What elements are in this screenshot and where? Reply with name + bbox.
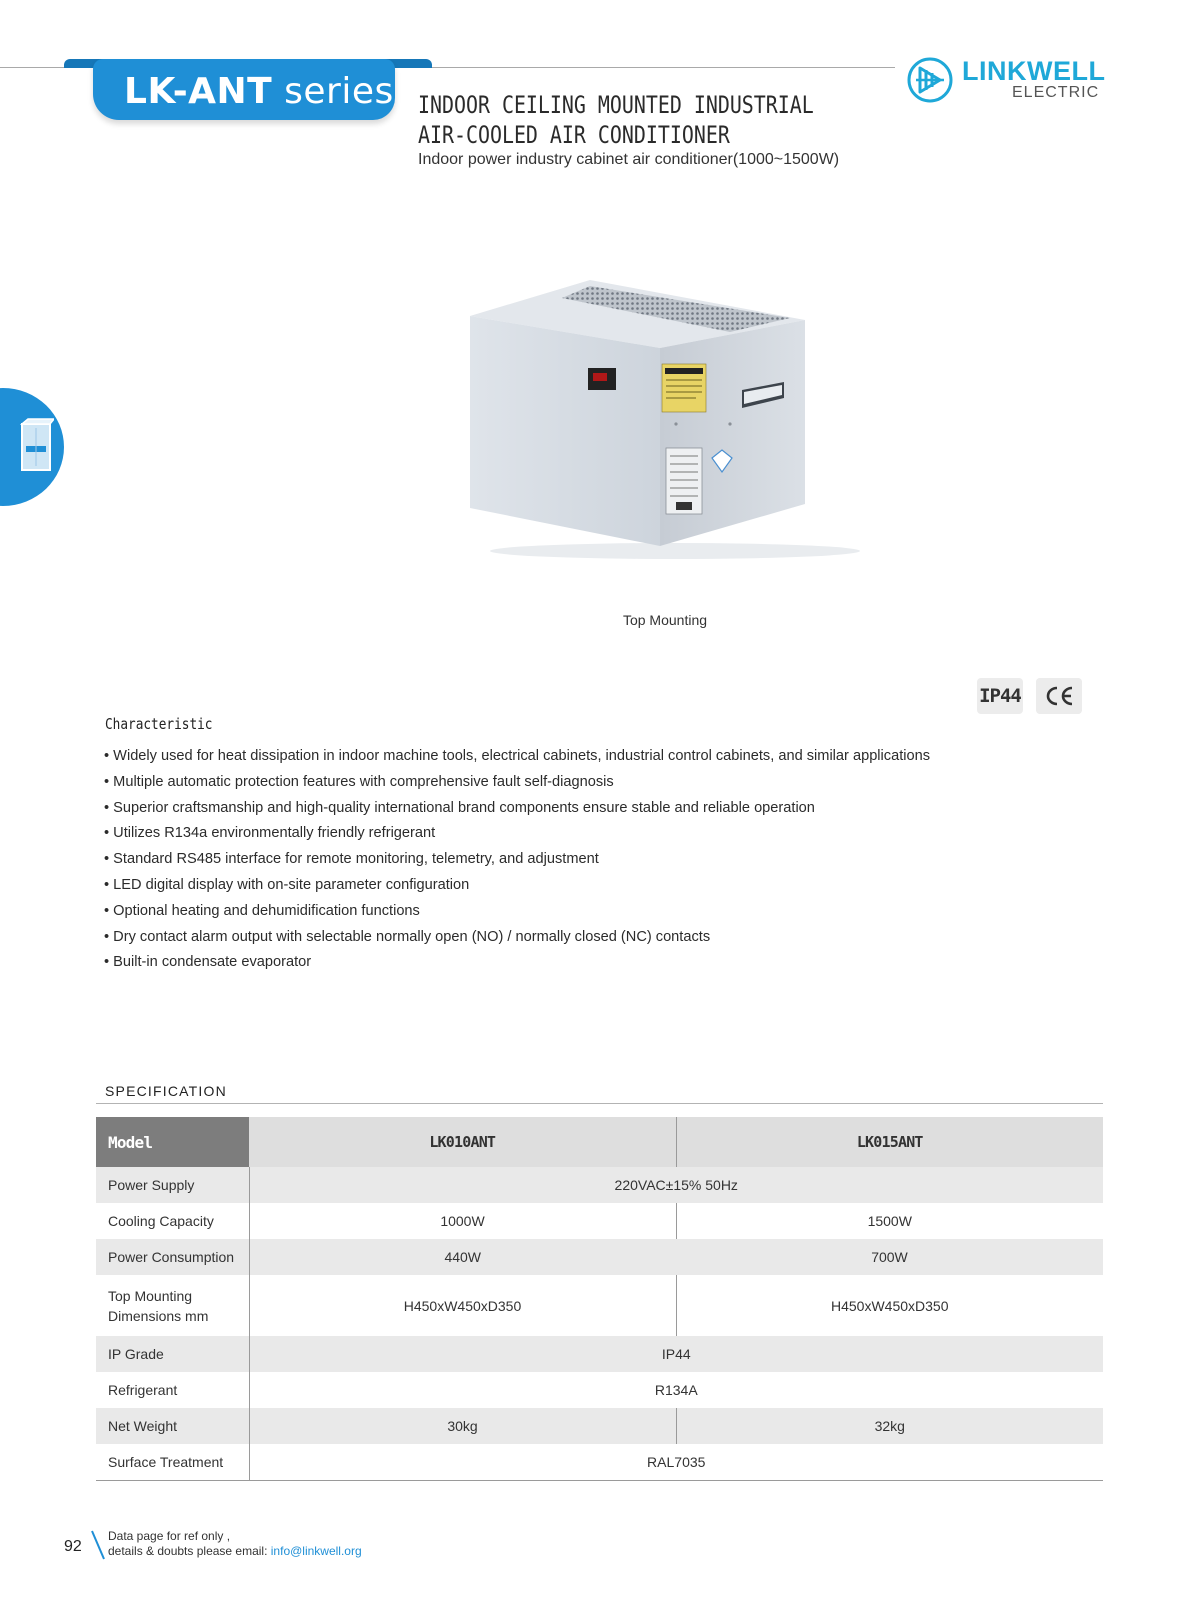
table-row <box>96 1336 1103 1372</box>
header-lk015ant: LK015ANT <box>676 1117 1103 1167</box>
footer-email-link[interactable]: info@linkwell.org <box>270 1544 362 1558</box>
row-value: 700W <box>676 1239 1103 1275</box>
footer-email-prefix: details & doubts please email: <box>108 1544 271 1558</box>
row-value: R134A <box>249 1372 1103 1408</box>
product-caption: Top Mounting <box>622 612 708 628</box>
table-row <box>96 1372 1103 1408</box>
footer-note <box>108 1529 362 1559</box>
table-row <box>96 1444 1103 1481</box>
ip44-badge: IP44 <box>977 678 1023 714</box>
row-value: 440W <box>249 1239 676 1275</box>
list-item: • Utilizes R134a environmentally friendly refrigerant <box>104 821 930 847</box>
row-label: Net Weight <box>96 1408 249 1444</box>
list-item: • Dry contact alarm output with selectable normally open (NO) / normally closed (NC) contacts <box>104 925 930 951</box>
page-title <box>418 90 814 150</box>
specification-table <box>96 1117 1103 1481</box>
row-label: Power Consumption <box>96 1239 249 1275</box>
header-lk010ant: LK010ANT <box>249 1117 676 1167</box>
cabinet-icon <box>18 418 54 474</box>
list-item: • LED digital display with on-site parameter configuration <box>104 873 930 899</box>
row-value: RAL7035 <box>249 1444 1103 1481</box>
table-row <box>96 1408 1103 1444</box>
page-subtitle: Indoor power industry cabinet air conditioner(1000~1500W) <box>418 151 840 168</box>
characteristic-list <box>104 744 930 976</box>
row-value: 1000W <box>249 1203 676 1239</box>
row-label: Refrigerant <box>96 1372 249 1408</box>
list-item: • Widely used for heat dissipation in indoor machine tools, electrical cabinets, industrial control cabinets, and similar applications <box>104 744 930 770</box>
ce-mark-icon <box>1036 678 1082 714</box>
title-line-2: AIR-COOLED AIR CONDITIONER <box>418 121 730 149</box>
footer-line-1: Data page for ref only , <box>108 1529 231 1543</box>
characteristic-title: Characteristic <box>105 715 213 733</box>
row-value: 32kg <box>676 1408 1103 1444</box>
row-label: IP Grade <box>96 1336 249 1372</box>
row-value: H450xW450xD350 <box>676 1275 1103 1336</box>
page-number: 92 <box>64 1538 82 1555</box>
row-label-line-2: Dimensions mm <box>108 1307 209 1324</box>
row-label <box>96 1275 249 1336</box>
logo-sub: ELECTRIC <box>1012 84 1100 101</box>
series-suffix: series <box>284 71 394 112</box>
row-value: H450xW450xD350 <box>249 1275 676 1336</box>
row-value: IP44 <box>249 1336 1103 1372</box>
footer-line-2 <box>108 1544 362 1559</box>
row-value: 30kg <box>249 1408 676 1444</box>
air-conditioner-image <box>470 276 870 561</box>
table-row <box>96 1167 1103 1203</box>
row-label-line-1: Top Mounting <box>108 1287 193 1304</box>
series-title <box>124 70 394 114</box>
logo-name: LINKWELL <box>962 56 1106 86</box>
table-row <box>96 1239 1103 1275</box>
list-item: • Superior craftsmanship and high-quality international brand components ensure stable and reliable operation <box>104 796 930 822</box>
row-value: 220VAC±15% 50Hz <box>249 1167 1103 1203</box>
table-header-row <box>96 1117 1103 1167</box>
title-line-1: INDOOR CEILING MOUNTED INDUSTRIAL <box>418 91 814 119</box>
table-row <box>96 1203 1103 1239</box>
table-row <box>96 1275 1103 1336</box>
list-item: • Standard RS485 interface for remote monitoring, telemetry, and adjustment <box>104 847 930 873</box>
list-item: • Multiple automatic protection features with comprehensive fault self-diagnosis <box>104 770 930 796</box>
row-value: 1500W <box>676 1203 1103 1239</box>
series-name: LK-ANT <box>124 71 273 112</box>
header-model: Model <box>96 1117 249 1167</box>
row-label: Power Supply <box>96 1167 249 1203</box>
linkwell-logo-icon <box>906 56 954 104</box>
row-label: Surface Treatment <box>96 1444 249 1481</box>
footer-slash-icon <box>90 1530 106 1560</box>
list-item: • Built-in condensate evaporator <box>104 950 930 976</box>
specification-rule <box>96 1103 1103 1104</box>
row-label: Cooling Capacity <box>96 1203 249 1239</box>
list-item: • Optional heating and dehumidification functions <box>104 899 930 925</box>
specification-title: SPECIFICATION <box>105 1083 227 1099</box>
